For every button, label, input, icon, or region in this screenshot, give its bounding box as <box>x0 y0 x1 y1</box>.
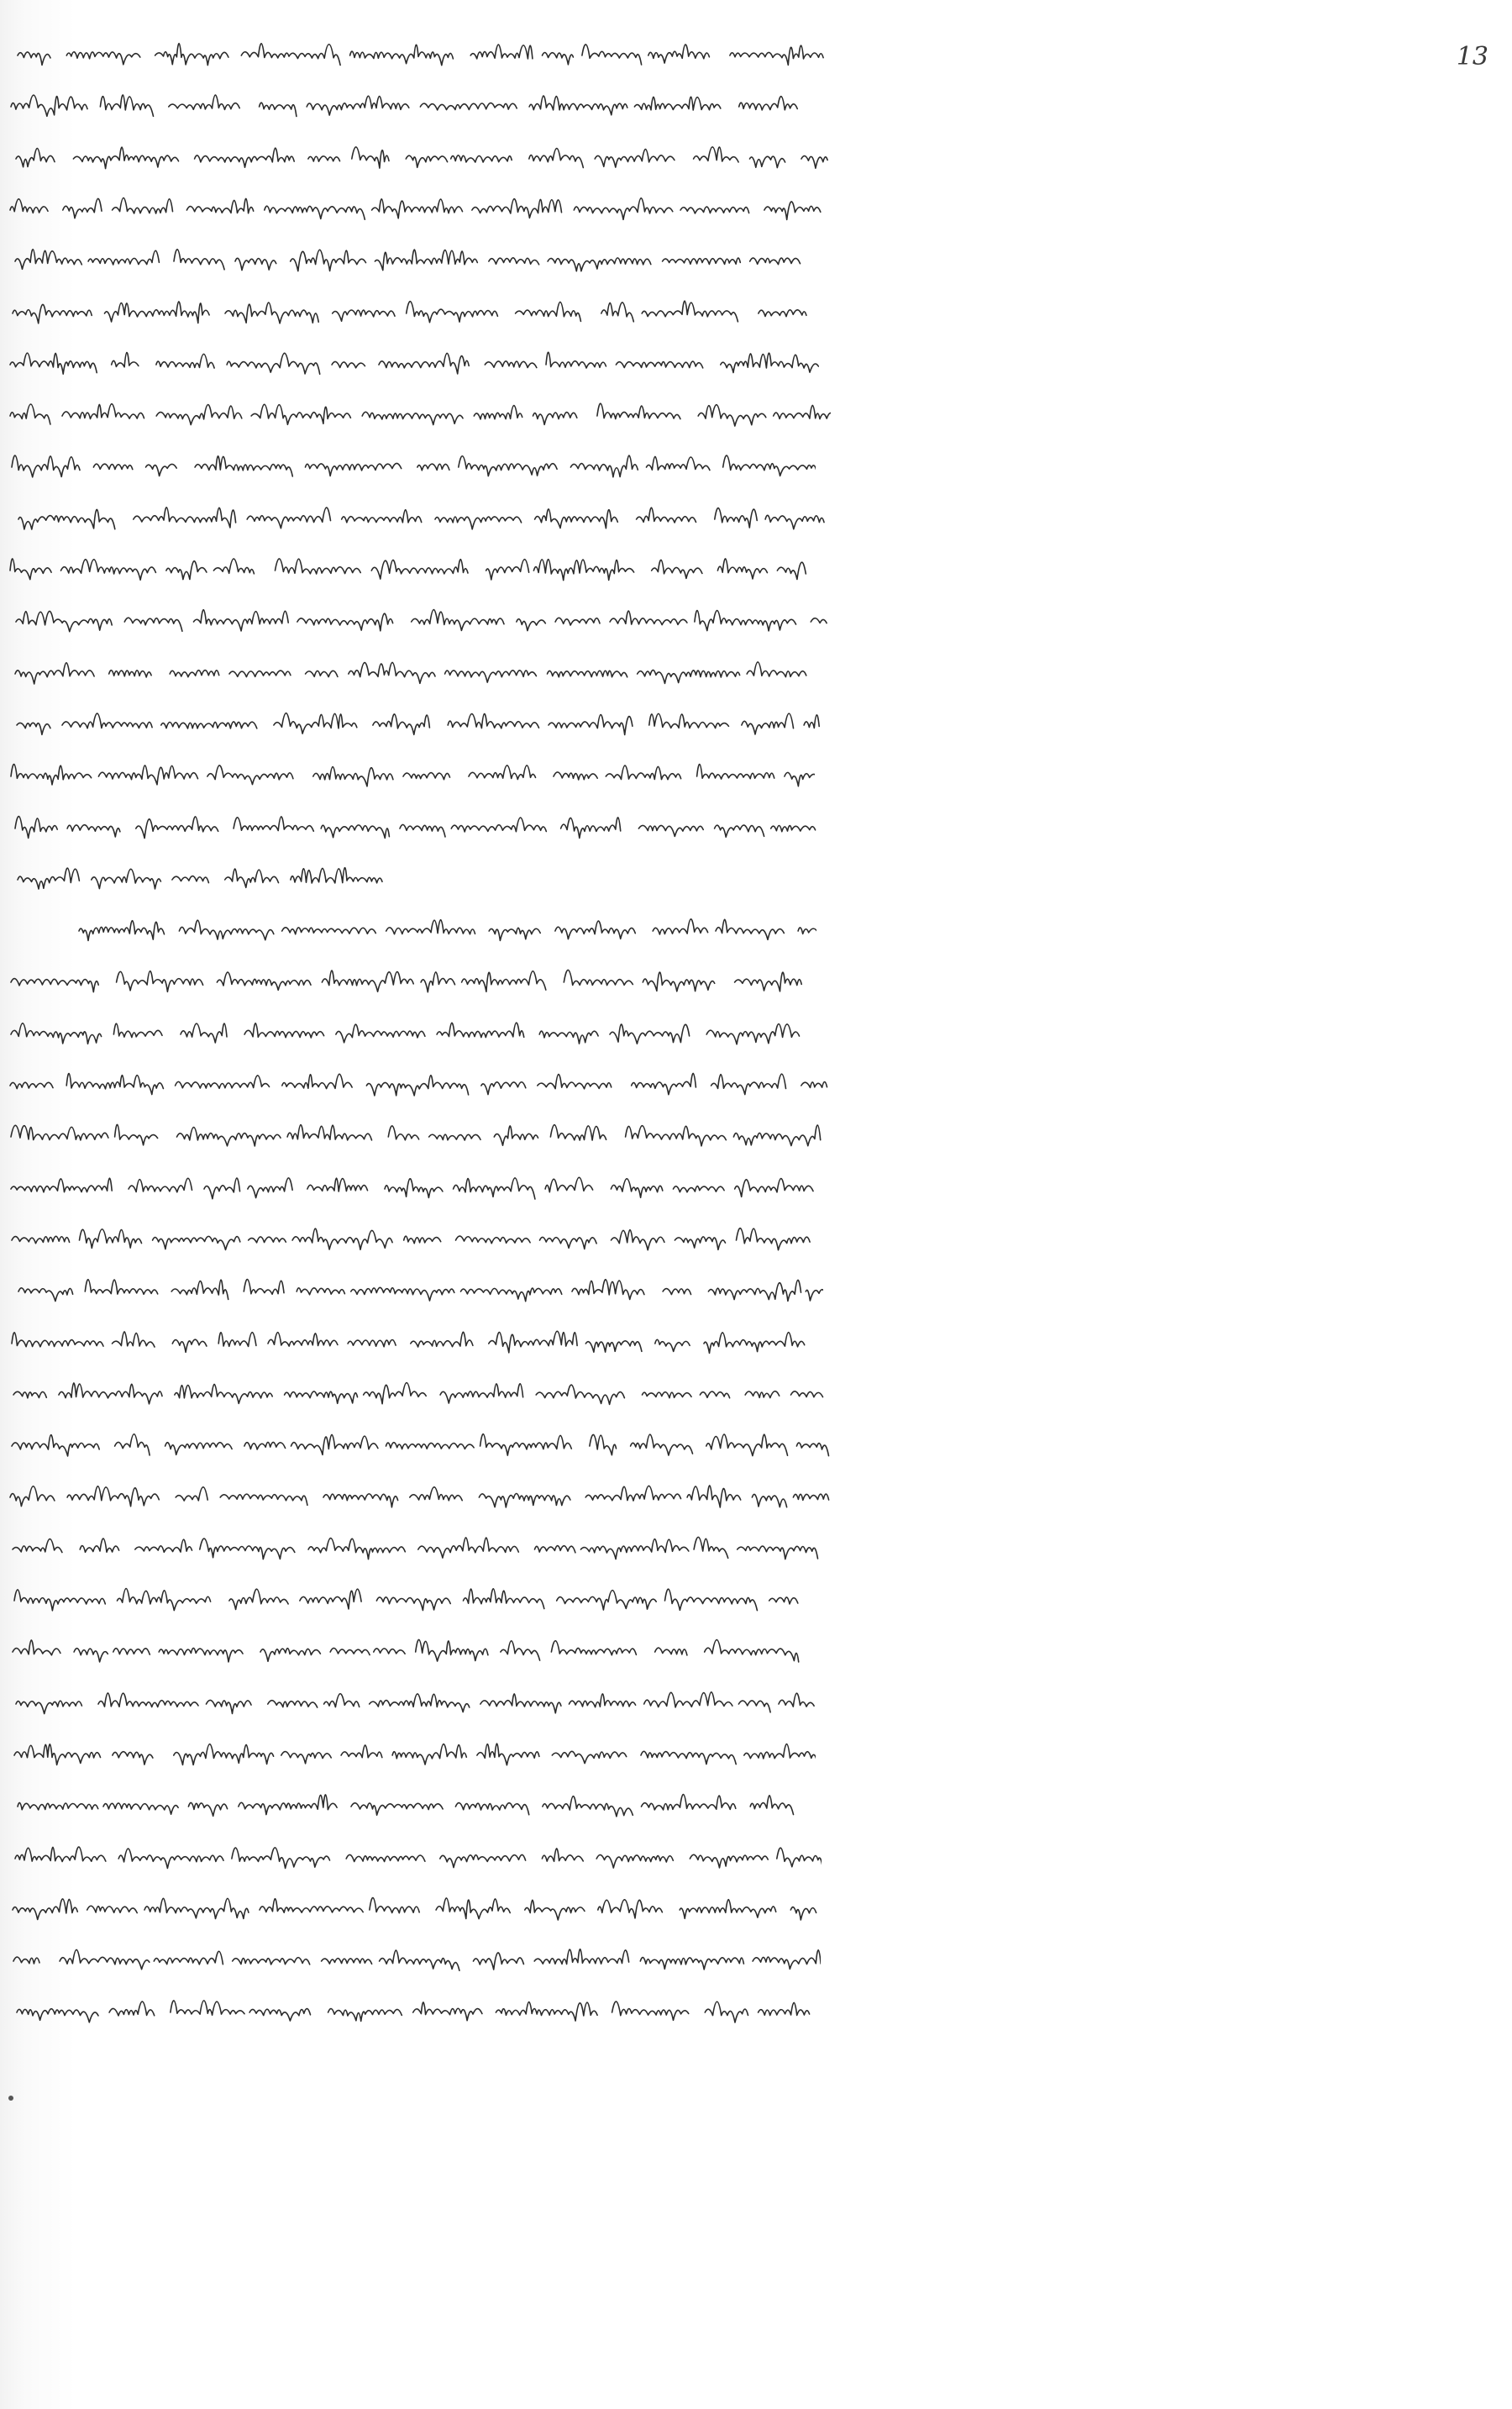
handwriting-strokes <box>8 345 819 378</box>
margin-mark <box>8 2096 13 2101</box>
ink-stroke <box>79 919 816 941</box>
ink-stroke <box>10 197 821 219</box>
ink-stroke <box>15 816 816 838</box>
handwriting-strokes <box>16 1786 821 1820</box>
page-number: 13 <box>1456 42 1488 71</box>
handwriting-strokes <box>8 1477 832 1511</box>
handwriting-strokes <box>13 1838 822 1872</box>
handwriting-strokes <box>12 1941 821 1975</box>
handwritten-line <box>9 87 825 120</box>
handwritten-line <box>13 808 819 842</box>
ink-stroke <box>11 765 815 786</box>
ink-stroke <box>13 1640 799 1662</box>
handwritten-line <box>10 447 816 481</box>
handwriting-strokes <box>11 1529 819 1563</box>
handwriting-strokes <box>13 1581 822 1614</box>
ink-stroke <box>10 352 818 374</box>
handwritten-line <box>9 756 815 790</box>
handwritten-line <box>8 190 822 224</box>
handwriting-strokes <box>8 190 822 224</box>
handwritten-line <box>16 860 411 893</box>
handwritten-line <box>13 241 821 275</box>
handwritten-line <box>16 1786 821 1820</box>
handwriting-strokes <box>14 139 831 172</box>
ink-stroke <box>12 1434 829 1456</box>
handwriting-strokes <box>12 1375 825 1408</box>
handwriting-strokes <box>9 1014 822 1048</box>
handwriting-strokes <box>10 447 816 481</box>
handwriting-strokes <box>11 1632 829 1665</box>
handwriting-strokes <box>11 293 832 327</box>
handwritten-line <box>8 396 831 429</box>
ink-stroke <box>16 147 827 169</box>
handwriting-strokes <box>15 1992 824 2026</box>
handwriting-strokes <box>10 1323 829 1357</box>
ink-stroke <box>18 1795 794 1817</box>
ink-stroke <box>11 970 801 992</box>
ink-stroke <box>11 1023 800 1044</box>
ink-stroke <box>18 867 382 888</box>
ink-stroke <box>18 1280 823 1302</box>
ink-stroke <box>12 1228 810 1250</box>
handwriting-strokes <box>8 396 831 429</box>
handwriting-strokes <box>8 1065 829 1099</box>
handwriting-strokes <box>15 705 822 739</box>
ink-stroke <box>12 455 816 477</box>
handwritten-line <box>8 1477 832 1511</box>
handwritten-line <box>9 1169 815 1202</box>
handwriting-strokes <box>9 1117 822 1150</box>
handwritten-line <box>13 654 817 687</box>
handwriting-strokes <box>13 654 817 687</box>
handwritten-line <box>13 1838 822 1872</box>
handwritten-line <box>9 962 821 996</box>
ink-stroke <box>11 1125 821 1147</box>
handwritten-line <box>11 1529 819 1563</box>
handwritten-line <box>16 35 830 69</box>
handwritten-line <box>11 1890 819 1923</box>
handwritten-line <box>11 1632 829 1665</box>
handwriting-strokes <box>10 1426 830 1460</box>
handwritten-line <box>8 550 822 584</box>
handwritten-line <box>12 1375 825 1408</box>
handwritten-line <box>14 602 830 635</box>
handwriting-strokes <box>9 87 825 120</box>
ink-stroke <box>10 1073 827 1096</box>
ink-stroke <box>11 95 797 116</box>
handwritten-line <box>15 1992 824 2026</box>
ink-stroke <box>13 1382 823 1404</box>
ink-stroke <box>14 1588 798 1610</box>
handwritten-line <box>11 293 832 327</box>
ink-stroke <box>10 1486 829 1507</box>
handwriting-strokes <box>16 860 411 893</box>
handwritten-line <box>9 1014 822 1048</box>
ink-stroke <box>13 1949 821 1971</box>
handwriting-strokes <box>14 1684 816 1717</box>
handwriting-strokes <box>77 911 816 944</box>
ink-stroke <box>17 713 819 735</box>
ink-stroke <box>18 44 823 66</box>
handwritten-line <box>12 1941 821 1975</box>
handwriting-strokes <box>9 962 821 996</box>
handwriting-strokes <box>11 1890 819 1923</box>
ink-stroke <box>13 1537 818 1559</box>
handwritten-line <box>17 1271 823 1305</box>
handwriting-strokes <box>17 499 825 533</box>
handwriting-strokes <box>9 1169 815 1202</box>
handwriting-strokes <box>13 808 819 842</box>
handwritten-line <box>15 705 822 739</box>
ink-stroke <box>11 1177 813 1199</box>
handwritten-line <box>10 1323 829 1357</box>
ink-stroke <box>10 559 806 581</box>
handwritten-line <box>13 1735 816 1769</box>
handwritten-line <box>10 1220 819 1254</box>
handwriting-strokes <box>8 550 822 584</box>
ink-stroke <box>16 1691 814 1713</box>
handwriting-strokes <box>9 756 815 790</box>
handwritten-line <box>9 1117 822 1150</box>
handwriting-strokes <box>17 1271 823 1305</box>
ink-stroke <box>10 403 831 426</box>
ink-stroke <box>13 301 806 323</box>
handwritten-line <box>8 1065 829 1099</box>
handwritten-line <box>13 1581 822 1614</box>
handwriting-strokes <box>16 35 830 69</box>
ink-stroke <box>15 250 801 271</box>
handwritten-line <box>10 1426 830 1460</box>
ink-stroke <box>16 610 827 632</box>
handwritten-line <box>14 1684 816 1717</box>
ink-stroke <box>18 508 824 529</box>
ink-stroke <box>15 662 806 684</box>
handwritten-line <box>77 911 816 944</box>
handwritten-line <box>8 345 819 378</box>
handwriting-strokes <box>10 1220 819 1254</box>
handwriting-strokes <box>13 1735 816 1769</box>
ink-stroke <box>17 2001 810 2022</box>
ink-stroke <box>13 1897 816 1919</box>
ink-stroke <box>12 1331 805 1353</box>
handwriting-strokes <box>14 602 830 635</box>
handwritten-line <box>14 139 831 172</box>
handwriting-strokes <box>13 241 821 275</box>
ink-stroke <box>15 1847 822 1868</box>
handwritten-line <box>17 499 825 533</box>
ink-stroke <box>14 1744 816 1765</box>
